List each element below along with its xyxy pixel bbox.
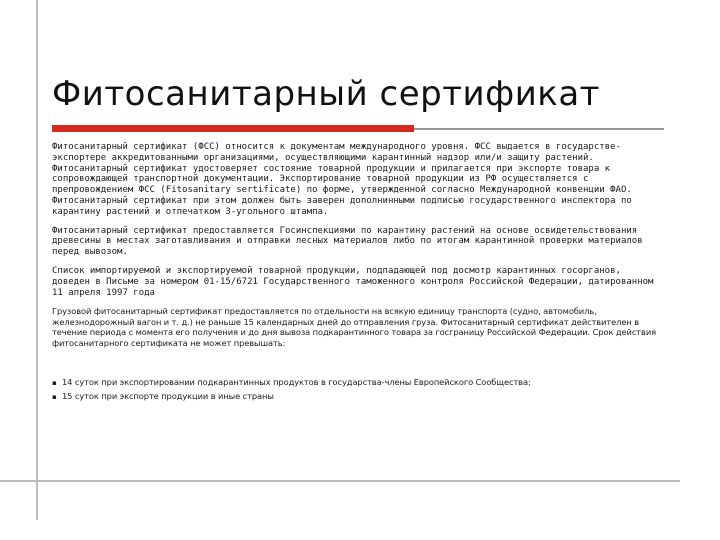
- list-item-text: 15 суток при экспорте продукции в иные страны: [62, 390, 274, 401]
- title-underline-accent: [52, 125, 414, 132]
- validity-list: [52, 376, 664, 404]
- list-item: [52, 376, 664, 390]
- frame-vertical-line: [36, 0, 38, 520]
- slide-body: [52, 142, 664, 404]
- list-item-text: 14 суток при экспортировании подкарантинных продуктов в государства-члены Европейского Сообщества;: [62, 376, 531, 387]
- paragraph-product-list: Список импортируемой и экспортируемой товарной продукции, подпадающей под досмотр карантинных госорганов, доведен в Письме за номером 01-15/6721 Государственного таможенного контроля Российской Федерации, датированном 11 апреля 1997 года: [52, 265, 654, 298]
- paragraph-issuance: Фитосанитарный сертификат предоставляется Госинспекциями по карантину растений на основе освидетельствования древесины в местах заготавливания и отправки лесных материалов либо по итогам карантинной проверки материалов перед вывозом.: [52, 225, 643, 258]
- square-bullet-icon: ▪: [52, 378, 57, 387]
- square-bullet-icon: ▪: [52, 392, 57, 401]
- paragraph-definition: Фитосанитарный сертификат (ФСС) относится к документам международного уровня. ФСС выдается в государстве-экспортере аккредитованными организациями, осуществляющими карантинный надзор или/и защиту растений. Фитосанитарный сертификат удостоверяет состояние товарной продукции и прилагается при экспорте товара к сопровождающей транспортной документации. Экспортирование товарной продукции из РФ осуществляется с препровождением ФСС (Fitosanitary sertificate) по форме, утвержденной согласно Международной конвенции ФАО. Фитосанитарный сертификат при этом должен быть заверен дополнинными подписью государственного инспектора по карантину растений и отпечатком 3-угольного штампа.: [52, 142, 632, 217]
- slide-title: Фитосанитарный сертификат: [52, 74, 600, 114]
- frame-horizontal-line: [0, 480, 680, 482]
- paragraph-cargo-certificate: Грузовой фитосанитарный сертификат предоставляется по отдельности на всякую единицу транспорта (судно, автомобиль, железнодорожный вагон и т. д.) не раньше 15 календарных дней до отправления груза. Фитосанитарный сертификат действителен в течение периода с момента его получения и до дня вывоза подкарантинного товара за госграницу Российской Федерации. Срок действия фитосанитарного сертификата не может превышать:: [52, 306, 657, 348]
- list-item: [52, 390, 664, 404]
